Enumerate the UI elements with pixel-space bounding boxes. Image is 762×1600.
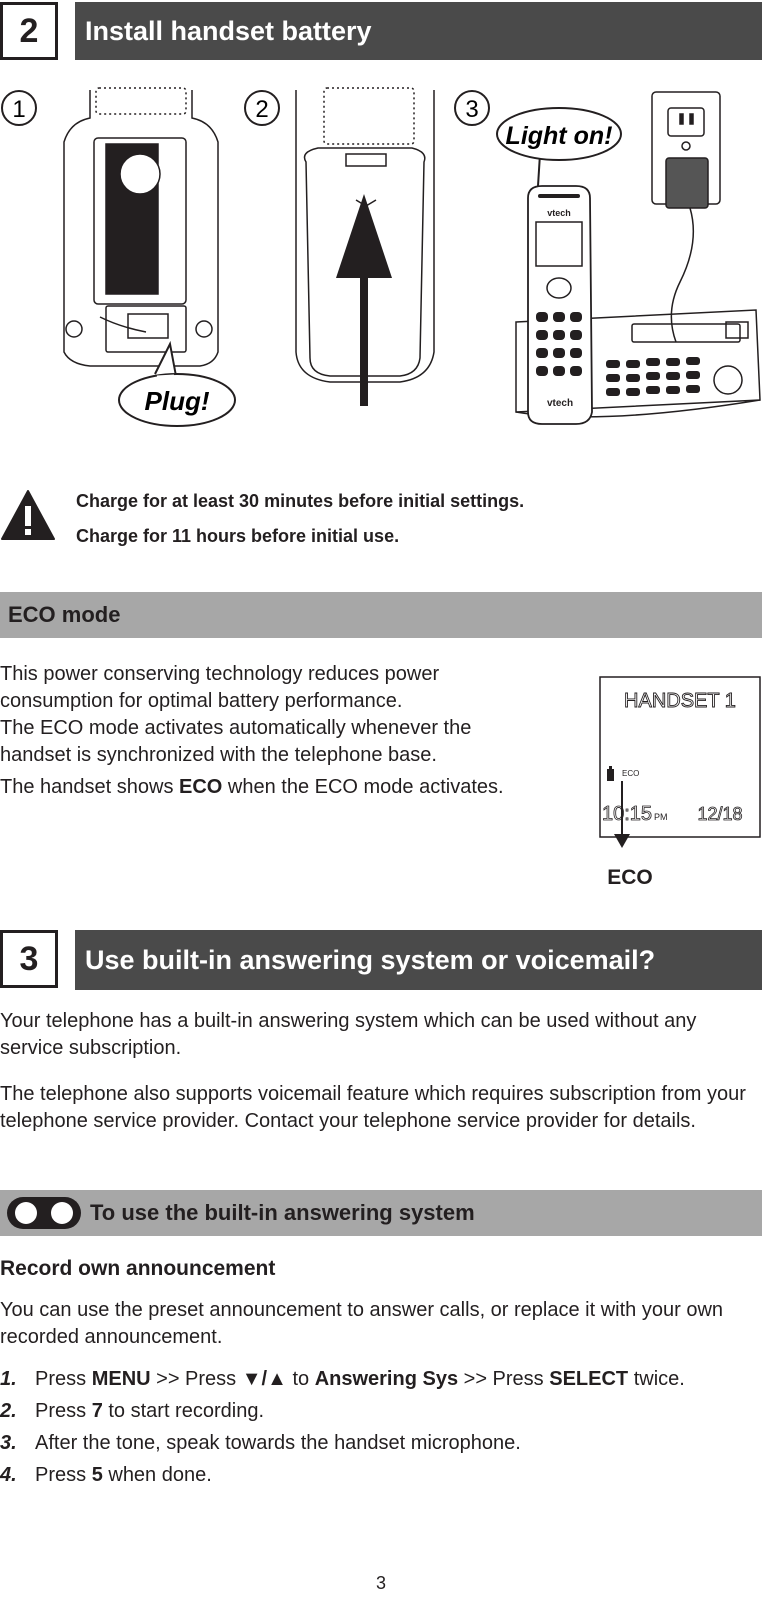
eco-para-1: This power conserving technology reduces power consumption for optimal battery performance.: [0, 663, 440, 712]
step-text: Press MENU >> Press ▼/▲ to Answering Sys >> Press SELECT twice.: [35, 1368, 685, 1390]
light-on-label: Light on!: [505, 122, 613, 150]
light-on-callout: [497, 108, 621, 186]
eco-keyword: ECO: [179, 776, 223, 798]
screen-ampm: PM: [654, 812, 668, 822]
record-announcement-heading: Record own announcement: [0, 1257, 276, 1280]
slide-up-arrow: [336, 194, 392, 406]
eco-mode-title: ECO mode: [8, 602, 121, 627]
screen-time: 10:15: [602, 803, 653, 825]
page-number: 3: [375, 1573, 386, 1593]
record-step: [0, 1462, 762, 1494]
warning-icon: [0, 489, 56, 541]
screen-eco-indicator: ECO: [622, 769, 640, 778]
eco-display-illustration: [590, 676, 762, 890]
section-3-title-bar: [75, 930, 762, 990]
handset-back-open-illustration: [64, 88, 218, 366]
section-number-badge-3: 3: [0, 930, 58, 988]
step-1-label: 1: [12, 96, 26, 123]
section-title-bar: [75, 2, 762, 60]
step-text: After the tone, speak towards the handset microphone.: [35, 1432, 521, 1454]
plug-label: Plug!: [144, 386, 210, 416]
record-step: [0, 1398, 762, 1430]
base-keypad-illustration: [606, 357, 742, 396]
record-step: [0, 1366, 762, 1398]
charge-warning-use: Charge for 11 hours before initial use.: [76, 526, 400, 546]
base-brand: vtech: [546, 398, 574, 409]
answering-machine-icon: [6, 1195, 82, 1231]
handset-brand: vtech: [547, 208, 571, 218]
eco-callout-label: ECO: [607, 866, 653, 889]
section-3-para-2: The telephone also supports voicemail feature which requires subscription from your telephone service provider. Contact your telephone service provider for details.: [0, 1083, 746, 1132]
screen-date: 12/18: [697, 804, 743, 824]
step-number: 2.: [0, 1400, 17, 1422]
record-step: [0, 1430, 762, 1462]
cordless-handset-illustration: [528, 186, 592, 424]
step-number: 4.: [0, 1464, 17, 1486]
eco-description: [0, 661, 548, 801]
section-3-title: Use built-in answering system or voicemail?: [85, 945, 656, 975]
section-title: Install handset battery: [85, 16, 372, 46]
record-announcement-intro: You can use the preset announcement to answer calls, or replace it with your own recorded announcement.: [0, 1299, 724, 1348]
step-number: 1.: [0, 1368, 17, 1390]
section-3-para-1: Your telephone has a built-in answering system which can be used without any service subscription.: [0, 1010, 697, 1059]
step-3-label: 3: [465, 96, 479, 123]
step-text: Press 5 when done.: [35, 1464, 212, 1486]
battery-icon: [607, 769, 614, 781]
step-2-label: 2: [255, 96, 269, 123]
answering-system-header: [0, 1190, 762, 1236]
battery-install-illustration: [0, 82, 762, 442]
record-steps: [0, 1366, 762, 1494]
plug-callout: [119, 344, 235, 426]
step-text: Press 7 to start recording.: [35, 1400, 264, 1422]
charge-warning-settings: Charge for at least 30 minutes before initial settings.: [76, 491, 525, 511]
eco-mode-header: [0, 592, 762, 638]
answering-system-title: To use the built-in answering system: [90, 1200, 475, 1225]
screen-handset-title: HANDSET 1: [624, 690, 736, 712]
eco-para-3: The handset shows ECO when the ECO mode activates.: [0, 776, 504, 798]
step-number: 3.: [0, 1432, 17, 1454]
section-number-badge: 2: [0, 2, 58, 60]
eco-para-2: The ECO mode activates automatically whenever the handset is synchronized with the telephone base.: [0, 717, 472, 766]
